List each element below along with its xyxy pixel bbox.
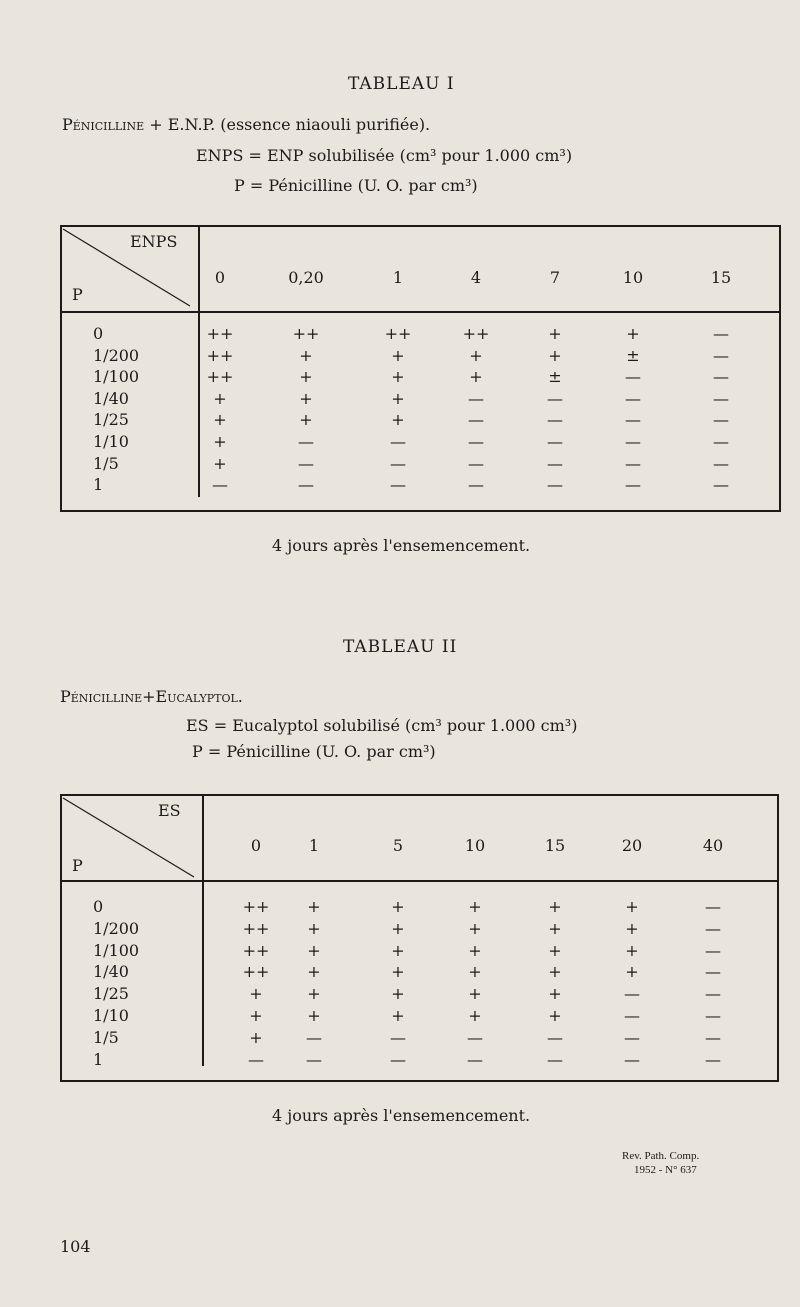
table2-row-label: 1/5: [93, 1027, 119, 1047]
table1-column-header: 10: [622, 268, 644, 287]
table1-subject: [62, 115, 430, 134]
table1-cell: —: [547, 388, 563, 408]
table2-cell: —: [467, 1027, 483, 1047]
table2-cell: +: [548, 918, 562, 938]
table2-right-rule: [777, 794, 779, 1082]
table1-cell: —: [547, 475, 563, 495]
table2-cell: +: [548, 897, 562, 916]
table2-cell: —: [705, 984, 721, 1004]
table1-cell: +: [299, 345, 313, 365]
table2-column-header: 10: [464, 836, 486, 855]
table2-cell: ++: [242, 918, 270, 938]
table1-column-header: 4: [470, 268, 482, 287]
table1-cell: —: [212, 475, 228, 495]
table2-cell: +: [307, 984, 321, 1004]
table1-cell: +: [391, 345, 405, 365]
table1-cell: ++: [384, 324, 412, 343]
table1-row-label: 1/10: [93, 432, 129, 451]
table1-bottom-rule: [60, 510, 780, 512]
table1-definition-p: P = Pénicilline (U. O. par cm³): [234, 176, 478, 195]
table1-cell: —: [625, 367, 641, 387]
table2-cell: ++: [242, 962, 270, 982]
table1-subject-bold: Pénicilline: [62, 115, 145, 134]
table1-caption: 4 jours après l'ensemencement.: [272, 536, 531, 555]
table1-cell: —: [625, 453, 641, 473]
table1-cell: ++: [206, 345, 234, 365]
table2-cell: —: [705, 1049, 721, 1069]
table2-cell: —: [705, 962, 721, 982]
table2-cell: —: [705, 1006, 721, 1025]
table1-cell: —: [468, 388, 484, 408]
table2-column-header: 40: [702, 836, 724, 855]
table2-cell: +: [468, 962, 482, 982]
table2-row-label: 0: [93, 897, 104, 916]
table2-column-divider: [202, 794, 204, 1066]
table1-cell: ++: [206, 367, 234, 387]
table1-cell: +: [469, 345, 483, 365]
table1-definition-enps: ENPS = ENP solubilisée (cm³ pour 1.000 cm³): [196, 146, 573, 165]
table2-row-label: 1/25: [93, 984, 129, 1004]
table2-corner-bottom-label: P: [72, 856, 83, 875]
table1-cell: —: [547, 410, 563, 430]
table1-cell: —: [713, 345, 729, 365]
table2-cell: —: [624, 1049, 640, 1069]
table2-row-label: 1/40: [93, 962, 129, 982]
table1-cell: —: [468, 410, 484, 430]
table2-cell: +: [625, 962, 639, 982]
table2-cell: —: [467, 1049, 483, 1069]
table2-column-header: 0: [250, 836, 262, 855]
table2-row-label: 1/100: [93, 940, 140, 960]
table1-cell: —: [298, 432, 314, 451]
table2-cell: —: [624, 984, 640, 1004]
table2-cell: +: [548, 962, 562, 982]
table2-cell: +: [391, 897, 405, 916]
table1-cell: ±: [626, 345, 640, 365]
table2-cell: +: [391, 940, 405, 960]
table2-cell: +: [391, 1006, 405, 1025]
table2-cell: ++: [242, 897, 270, 916]
table2-cell: +: [249, 1027, 263, 1047]
table1-cell: —: [713, 475, 729, 495]
table1-column-header: 15: [710, 268, 732, 287]
table1-cell: —: [625, 410, 641, 430]
table1-cell: ++: [206, 324, 234, 343]
table1-row-label: 0: [93, 324, 104, 343]
table2-cell: +: [391, 918, 405, 938]
table2-cell: +: [307, 1006, 321, 1025]
table2-subject: Pénicilline+Eucalyptol.: [60, 687, 243, 706]
table1-cell: —: [713, 453, 729, 473]
table2-cell: —: [547, 1027, 563, 1047]
table1-column-header: 0,20: [288, 268, 324, 287]
table2-cell: +: [307, 897, 321, 916]
table1-corner-bottom-label: P: [72, 285, 83, 304]
table1-cell: —: [390, 432, 406, 451]
table1-cell: —: [468, 432, 484, 451]
table1-cell: —: [390, 475, 406, 495]
table2-title: TABLEAU II: [343, 637, 458, 657]
table1-cell: +: [391, 410, 405, 430]
table1-cell: —: [713, 324, 729, 343]
journal-reference-line2: 1952 - N° 637: [634, 1164, 697, 1176]
table2-cell: —: [705, 918, 721, 938]
table2-cell: +: [625, 897, 639, 916]
table2-column-header: 20: [621, 836, 643, 855]
table1-right-rule: [779, 225, 781, 512]
table2-cell: —: [547, 1049, 563, 1069]
table2-cell: —: [390, 1027, 406, 1047]
table2-cell: —: [306, 1049, 322, 1069]
table2-cell: ++: [242, 940, 270, 960]
table1-subject-rest: + E.N.P. (essence niaouli purifiée).: [149, 115, 431, 134]
table2-cell: +: [468, 940, 482, 960]
table1-cell: +: [391, 388, 405, 408]
table1-cell: —: [713, 388, 729, 408]
table1-cell: —: [625, 388, 641, 408]
table2-cell: +: [468, 918, 482, 938]
table1-cell: —: [713, 367, 729, 387]
page-number: 104: [60, 1237, 91, 1256]
table1-cell: —: [298, 453, 314, 473]
table1-cell: ++: [292, 324, 320, 343]
table2-row-label: 1/200: [93, 918, 140, 938]
table1-cell: —: [713, 432, 729, 451]
table1-cell: +: [626, 324, 640, 343]
table1-header-rule: [60, 311, 780, 313]
table1-cell: +: [548, 345, 562, 365]
table1-column-header: 7: [549, 268, 561, 287]
table2-cell: +: [548, 984, 562, 1004]
table1-cell: —: [625, 475, 641, 495]
table1-cell: —: [547, 453, 563, 473]
table2-cell: +: [468, 1006, 482, 1025]
table2-cell: +: [249, 984, 263, 1004]
journal-reference-line1: Rev. Path. Comp.: [622, 1150, 700, 1162]
table2-cell: —: [306, 1027, 322, 1047]
table1-cell: +: [299, 388, 313, 408]
table2-row-label: 1: [93, 1049, 104, 1069]
table1-corner-top-label: ENPS: [130, 232, 178, 251]
table1-cell: —: [390, 453, 406, 473]
table2-cell: +: [307, 940, 321, 960]
table2-cell: —: [624, 1006, 640, 1025]
table1-cell: —: [298, 475, 314, 495]
table1-column-header: 0: [214, 268, 226, 287]
table1-cell: +: [391, 367, 405, 387]
table2-row-label: 1/10: [93, 1006, 129, 1025]
table2-column-header: 5: [392, 836, 404, 855]
table2-corner-top-label: ES: [158, 801, 181, 820]
table1-row-label: 1/40: [93, 388, 129, 408]
table2-caption: 4 jours après l'ensemencement.: [272, 1106, 531, 1125]
table1-cell: —: [468, 453, 484, 473]
table1-row-label: 1/100: [93, 367, 140, 387]
table1-row-label: 1/200: [93, 345, 140, 365]
table2-cell: —: [624, 1027, 640, 1047]
table1-row-label: 1/25: [93, 410, 129, 430]
table1-cell: +: [469, 367, 483, 387]
table2-cell: +: [249, 1006, 263, 1025]
table2-cell: +: [625, 918, 639, 938]
table1-cell: +: [213, 410, 227, 430]
table1-cell: +: [213, 432, 227, 451]
table2-cell: +: [468, 984, 482, 1004]
table2-definition-p: P = Pénicilline (U. O. par cm³): [192, 742, 436, 761]
table2-cell: +: [468, 897, 482, 916]
table2-cell: +: [391, 984, 405, 1004]
table2-cell: —: [705, 940, 721, 960]
table2-cell: +: [548, 940, 562, 960]
table2-cell: +: [307, 962, 321, 982]
table2-cell: —: [390, 1049, 406, 1069]
table2-cell: +: [391, 962, 405, 982]
table1-cell: +: [213, 453, 227, 473]
table1-cell: +: [548, 324, 562, 343]
table2-cell: —: [705, 1027, 721, 1047]
table1-cell: +: [213, 388, 227, 408]
table2-cell: —: [248, 1049, 264, 1069]
table2-column-header: 1: [308, 836, 320, 855]
table1-cell: —: [468, 475, 484, 495]
table1-cell: ±: [548, 367, 562, 387]
table1-cell: +: [299, 367, 313, 387]
table1-cell: —: [625, 432, 641, 451]
table1-cell: —: [713, 410, 729, 430]
table2-definition-es: ES = Eucalyptol solubilisé (cm³ pour 1.000 cm³): [186, 716, 578, 735]
table1-row-label: 1: [93, 475, 104, 495]
table1-cell: ++: [462, 324, 490, 343]
table1-column-header: 1: [392, 268, 404, 287]
table1-cell: —: [547, 432, 563, 451]
table2-cell: +: [625, 940, 639, 960]
table2-header-rule: [60, 880, 778, 882]
table1-title: TABLEAU I: [348, 74, 455, 94]
table2-cell: —: [705, 897, 721, 916]
table2-cell: +: [548, 1006, 562, 1025]
table2-column-header: 15: [544, 836, 566, 855]
table1-row-label: 1/5: [93, 453, 119, 473]
table1-cell: +: [299, 410, 313, 430]
table2-cell: +: [307, 918, 321, 938]
table2-bottom-rule: [60, 1080, 778, 1082]
